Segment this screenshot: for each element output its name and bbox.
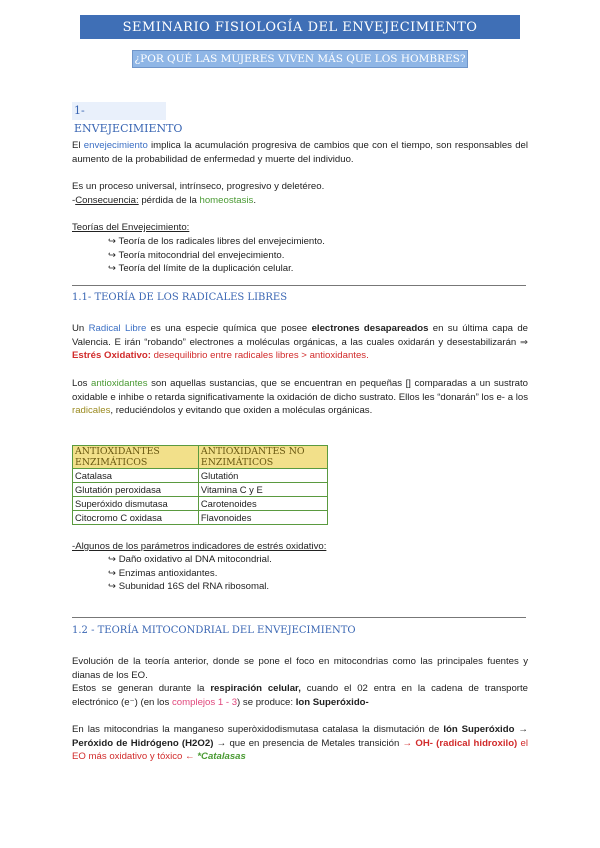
table-cell: Glutatión peroxidasa [73, 483, 199, 497]
table-cell: Glutatión [198, 469, 327, 483]
params-title: -Algunos de los parámetros indicadores de estrés oxidativo: [72, 541, 327, 552]
text: → que en presencia de Metales transición [213, 737, 403, 749]
section-heading-radicales-libres: 1.1- TEORÍA DE LOS RADICALES LIBRES [72, 292, 288, 303]
antioxidants-table [72, 445, 328, 525]
term-radicales: radicales [72, 405, 111, 416]
term-electrones: electrones desapareados [311, 323, 429, 334]
text: cuando el 02 entra en la cadena de transporte electrónico (e⁻) (en los [72, 683, 528, 708]
text: Estos se generan durante la [72, 683, 211, 694]
term-complejos: complejos 1 - 3 [171, 696, 238, 708]
paragraph-respiration [72, 682, 528, 709]
params-list [108, 553, 272, 594]
table-header: ANTIOXIDANTES ENZIMÁTICOS [73, 446, 199, 469]
section-heading-envejecimiento: 1- ENVEJECIMIENTO [74, 104, 183, 135]
term-antioxidantes: antioxidantes [91, 378, 148, 389]
text: Un [72, 323, 89, 334]
table-row [73, 469, 328, 483]
paragraph-dismutation [72, 723, 528, 764]
divider [72, 617, 526, 618]
term-estres-oxidativo: Estrés Oxidativo: [72, 350, 151, 361]
divider [72, 285, 526, 286]
section-heading-mitocondrial: 1.2 - TEORÍA MITOCONDRIAL DEL ENVEJECIMIENTO [72, 625, 356, 636]
document-subtitle: ¿POR QUÉ LAS MUJERES VIVEN MÁS QUE LOS HOMBRES? [132, 50, 468, 68]
text: . [253, 195, 257, 206]
table-header-row [73, 446, 328, 469]
list-item: ↪ Teoría mitocondrial del envejecimiento. [108, 249, 285, 261]
table-cell: Superóxido dismutasa [73, 497, 199, 511]
text: implica la acumulación progresiva de cambios que con el tiempo, son responsables del aumento de la probabilidad de enfermedad y muerte del individuo. [72, 140, 528, 165]
table-header: ANTIOXIDANTES NO ENZIMÁTICOS [198, 446, 327, 469]
list-item: ↪ Daño oxidativo al DNA mitocondrial. [108, 554, 272, 565]
text: - [72, 195, 76, 206]
text: pérdida de la [138, 195, 200, 206]
term-ion-superoxido: Ión Superóxido [443, 724, 515, 735]
table-row [73, 497, 328, 511]
paragraph-radical-libre [72, 322, 528, 363]
paragraph-consequence [72, 194, 528, 208]
table-cell: Carotenoides [198, 497, 327, 511]
paragraph-process: Es un proceso universal, intrínseco, progresivo y deletéreo. [72, 181, 325, 192]
table-cell: Flavonoides [198, 511, 327, 525]
text: , reduciéndolos y evitando que oxiden a moléculas orgánicas. [110, 405, 373, 416]
list-item: ↪ Teoría del límite de la duplicación celular. [108, 263, 294, 274]
term-radical-libre: Radical Libre [88, 323, 147, 334]
text: ) se produce: [237, 696, 296, 708]
term-radical-hidroxilo: → OH- (radical hidroxilo) [402, 737, 518, 749]
document-title: SEMINARIO FISIOLOGÍA DEL ENVEJECIMIENTO [80, 15, 520, 39]
table-cell: Catalasa [73, 469, 199, 483]
list-item: ↪ Teoría de los radicales libres del envejecimiento. [108, 236, 325, 247]
list-item: ↪ Enzimas antioxidantes. [108, 567, 218, 579]
list-item: ↪ Subunidad 16S del RNA ribosomal. [108, 581, 270, 592]
paragraph-evolution: Evolución de la teoría anterior, donde se pone el foco en mitocondrias como las principales fuentes y dianas de los EO. [72, 656, 528, 681]
text: En las mitocondrias la manganeso superòxidodismutasa catalasa la dismutación de [72, 724, 444, 735]
text: es una especie química que posee [146, 323, 312, 334]
text: Los [72, 378, 92, 389]
text: son aquellas sustancias, que se encuentran en pequeñas [] comparadas a un sustrato oxidable e inhibe o retarda significativamente la oxidación de dicho sustrato. Ellos les “donarán” los e- a los [72, 378, 528, 403]
text: el EO más oxidativo y tóxico ← [72, 737, 528, 762]
paragraph-antioxidantes [72, 377, 528, 418]
text: El [72, 140, 84, 151]
table-cell: Vitamina C y E [198, 483, 327, 497]
text: → [514, 724, 528, 735]
table-row [73, 483, 328, 497]
term-homeostasis: homeostasis [199, 195, 254, 206]
table-row [73, 511, 328, 525]
text: en su última capa de Valencia. E irán “robando” electrones a moléculas orgánicas, a las cuales oxidarán y desestabilizarán ⇒ [72, 323, 529, 348]
term-envejecimiento: envejecimiento [83, 140, 148, 151]
term-peroxido: Peróxido de Hidrógeno (H2O2) [72, 737, 214, 749]
text: desequilibrio entre radicales libres > antioxidantes. [150, 350, 369, 361]
consequence-label: Consecuencia: [75, 195, 139, 206]
term-ion-superoxido: Ion Superóxido- [295, 696, 369, 708]
table-cell: Citocromo C oxidasa [73, 511, 199, 525]
term-catalasas: *Catalasas [194, 751, 246, 762]
theories-list [108, 235, 325, 276]
term-respiracion-celular: respiración celular, [210, 683, 301, 694]
theories-title: Teorías del Envejecimiento: [72, 222, 190, 233]
paragraph-definition [72, 139, 528, 166]
